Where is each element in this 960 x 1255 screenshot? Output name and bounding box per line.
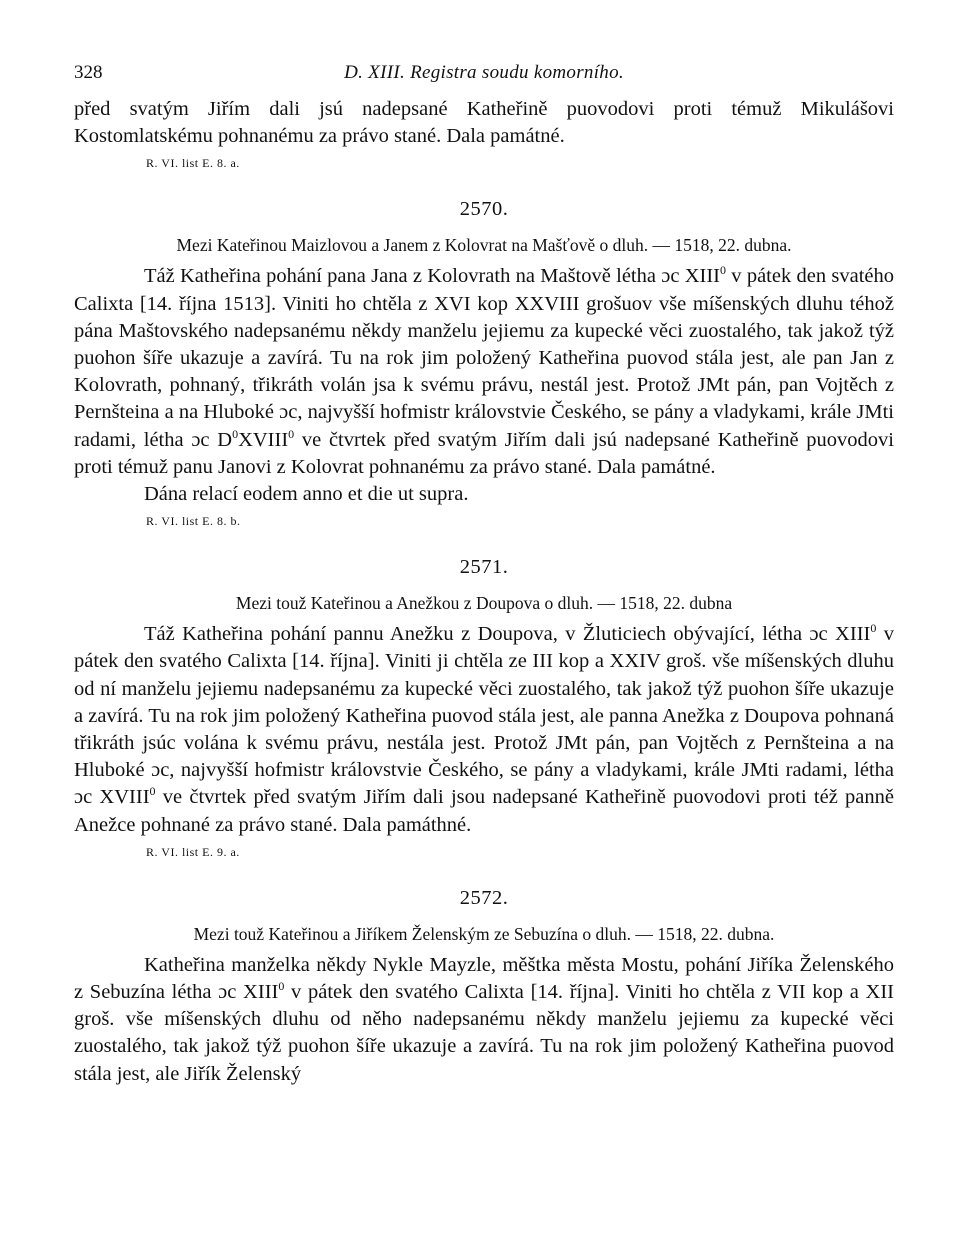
paragraph-text: v pátek den svatého Calixta [14. října]. Viniti ho chtěla z VII kop a XII groš. vše míšenských dluhu od něho nadepsanému někdy manželu jejiemu za kupecké věci zuostalého, tak jakož týž puohon šíře ukazuje a zavírá. Tu na rok jim položený Katheřina puovod stála jest, ale Jiřík Želenský xyxy=(74,981,894,1085)
superscript: 0 xyxy=(720,263,727,278)
superscript: 0 xyxy=(232,426,239,441)
continued-paragraph: před svatým Jiřím dali jsú nadepsané Katheřině puovodovi proti témuž Mikulášovi Kostomlatskému pohnanému za právo stané. Dala památné. xyxy=(74,98,894,148)
entry-number: 2570. xyxy=(459,198,509,221)
running-title: D. XIII. Registra soudu komorního. xyxy=(344,62,624,83)
superscript: 0 xyxy=(288,426,295,441)
paragraph-text: v pátek den svatého Calixta [14. října]. Viniti ji chtěla ze III kop a XXIV groš. vše míšenských dluhu od ní manželu jejiemu nadepsanému za kupecké věci zuostalého, tak jakož týž puohon šíře ukazuje a zavírá. Tu na rok jim položený Katheřina puovod stála jest, ale panna Anežka z Doupova pohnaná třikráth jsúc volána k svému právu, nestála jest. Protož JMt pán, pan Vojtěch z Pernšteina a na Hluboké ɔc, najvyšší hofmistr královstvie Českého, se pány a vladykami, krále JMti radami, létha ɔc XVIII xyxy=(74,623,894,809)
entry-number: 2571. xyxy=(459,556,509,579)
superscript: 0 xyxy=(870,621,877,636)
entry-summary: Mezi touž Kateřinou a Jiříkem Želenským ze Sebuzína o dluh. — 1518, 22. dubna. xyxy=(193,923,775,944)
document-page xyxy=(74,62,894,1088)
superscript: 0 xyxy=(278,979,285,994)
paragraph-text: XVIII xyxy=(238,428,289,451)
paragraph-text: Katheřina manželka někdy Nykle Mayzle, měštka města Mostu, pohání Jiříka Želenského z Sebuzína létha ɔc XIII xyxy=(74,953,894,1004)
entry-paragraph xyxy=(74,263,894,481)
paragraph-text: ve čtvrtek před svatým Jiřím dali jsou nadepsané Katheřině puovodovi proti též panně Anežce pohnané za právo stané. Dala památhné. xyxy=(74,786,894,836)
page-number: 328 xyxy=(74,62,103,83)
paragraph-text: Táž Katheřina pohání pannu Anežku z Doupova, v Žluticiech obývající, létha ɔc XIII xyxy=(144,623,871,646)
entry-paragraph xyxy=(74,621,894,839)
paragraph-text: v pátek den svatého Calixta [14. října 1513]. Viniti ho chtěla z XVI kop XXVIII grošuov vše míšenských dluhu téhož pána Maštovského nadepsanému někdy manželu jejiemu za kupecké věci zuostalého, tak jakož týž puohon šíře ukazuje a zavírá. Tu na rok jim položený Katheřina puovod stála jest, ale pan Jan z Kolovrath, pohnaný, třikráth volán jsa k svému právu, nestál jest. Protož JMt pán, pan Vojtěch z Pernšteina a na Hluboké ɔc, najvyšší hofmistr královstvie Českého, se pány a vladykami, krále JMti radami, létha ɔc D xyxy=(74,265,894,451)
entry-summary: Mezi Kateřinou Maizlovou a Janem z Kolovrat na Mašťově o dluh. — 1518, 22. dubna. xyxy=(176,235,792,256)
relation-note: Dána relací eodem anno et die ut supra. xyxy=(144,483,469,506)
source-reference: R. VI. list E. 8. a. xyxy=(146,156,240,171)
source-reference: R. VI. list E. 9. a. xyxy=(146,844,240,859)
entry-paragraph xyxy=(74,952,894,1088)
superscript: 0 xyxy=(149,784,156,799)
entry-number: 2572. xyxy=(459,886,509,909)
page-header xyxy=(74,62,894,96)
paragraph-text: ve čtvrtek před svatým Jiřím dali jsú nadepsané Katheřině puovodovi proti témuž panu Janovi z Kolovrat pohnanému za právo stané. Dala památné. xyxy=(74,428,894,478)
entry-summary: Mezi touž Kateřinou a Anežkou z Doupova o dluh. — 1518, 22. dubna xyxy=(235,593,733,614)
paragraph-text: Táž Katheřina pohání pana Jana z Kolovrath na Maštově létha ɔc XIII xyxy=(144,265,721,288)
source-reference: R. VI. list E. 8. b. xyxy=(146,514,241,529)
